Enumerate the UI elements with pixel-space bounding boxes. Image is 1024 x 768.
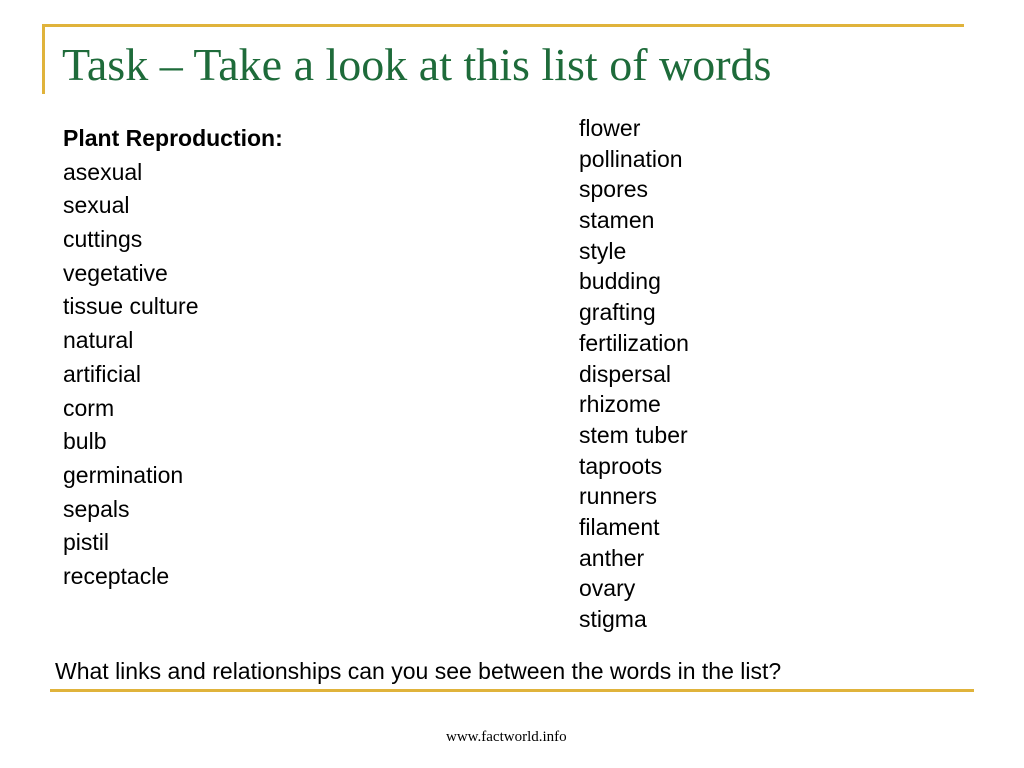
list-item: pollination (579, 145, 683, 172)
list-item: rhizome (579, 391, 661, 418)
list-item: receptacle (63, 562, 170, 589)
list-item: dispersal (579, 360, 672, 387)
list-item: taproots (579, 452, 663, 479)
list-item: filament (579, 513, 660, 540)
list-item: sexual (63, 192, 130, 219)
bottom-accent-rule (50, 689, 974, 692)
list-item: runners (579, 483, 657, 510)
list-item: artificial (63, 360, 141, 387)
list-item: stamen (579, 207, 655, 234)
list-item: flower (579, 115, 641, 141)
left-word-list (63, 122, 283, 594)
slide-title: Task – Take a look at this list of words (62, 39, 772, 90)
right-word-list (579, 113, 689, 635)
list-item: budding (579, 268, 661, 295)
list-item: natural (63, 327, 134, 354)
top-accent-rule (42, 24, 964, 27)
list-item: spores (579, 176, 649, 203)
list-item: corm (63, 394, 115, 421)
list-item: sepals (63, 495, 130, 522)
left-accent-rule (42, 24, 45, 94)
list-item: asexual (63, 158, 143, 185)
list-item: bulb (63, 428, 107, 455)
list-item: vegetative (63, 259, 168, 286)
list-item: cuttings (63, 226, 143, 253)
list-item: tissue culture (63, 293, 199, 320)
list-item: stigma (579, 606, 647, 632)
list-item: ovary (579, 575, 636, 602)
footer-url: www.factworld.info (446, 729, 567, 745)
list-item: anther (579, 544, 645, 571)
list-item: stem tuber (579, 421, 688, 448)
list-item: grafting (579, 299, 656, 326)
list-item: fertilization (579, 329, 689, 356)
list-item: pistil (63, 529, 110, 556)
discussion-question: What links and relationships can you see between the words in the list? (55, 658, 782, 684)
list-heading: Plant Reproduction: (63, 125, 283, 151)
list-item: germination (63, 461, 184, 488)
list-item: style (579, 237, 627, 264)
